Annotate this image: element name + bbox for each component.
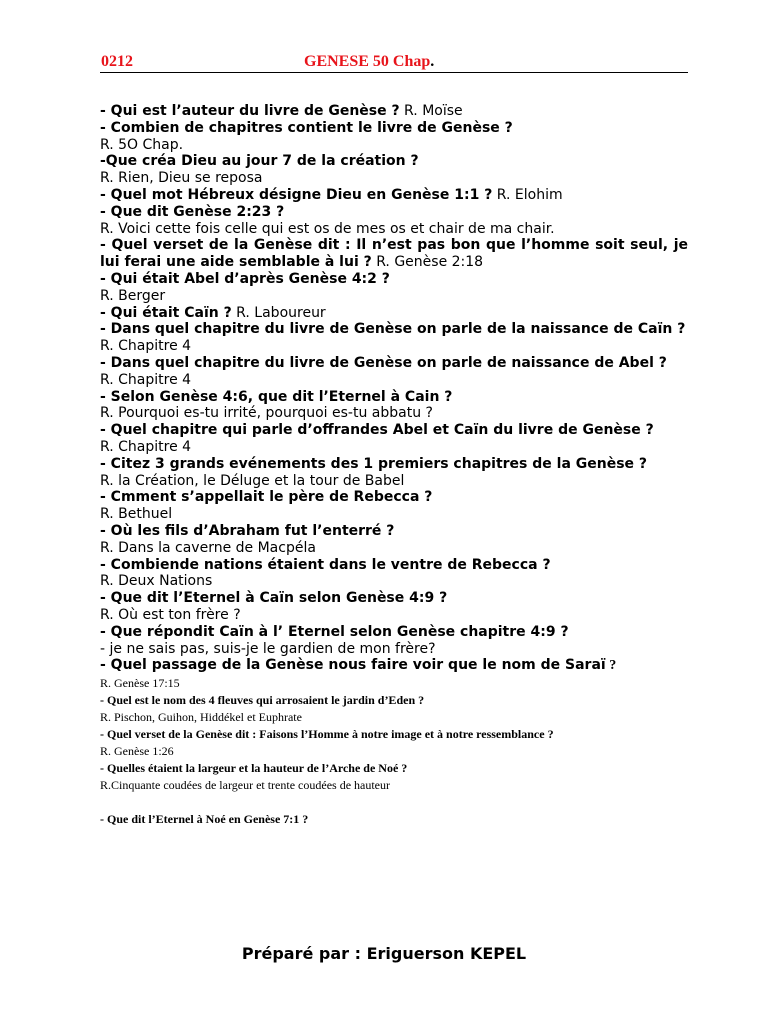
answer-inline: R. Moïse: [399, 103, 463, 119]
document-title: [304, 53, 434, 71]
question: - Quel verset de la Genèse dit : Il n’est pas bon que l’homme soit seul, je lui ferai une aide semblable à lui ? R. Genèse 2:18: [100, 237, 688, 271]
question: - Combiende nations étaient dans le ventre de Rebecca ?: [100, 556, 551, 573]
question: - Que dit l’Eternel à Caïn selon Genèse 4:9 ?: [100, 590, 448, 607]
answer-inline: R. Genèse 2:18: [371, 254, 484, 271]
question: - Cmment s’appellait le père de Rebecca ?: [100, 489, 433, 506]
answer: - je ne sais pas, suis-je le gardien de mon frère?: [100, 640, 436, 657]
question: - Quel mot Hébreux désigne Dieu en Genèse 1:1 ? R. Elohim: [100, 186, 563, 203]
question: - Citez 3 grands evénements des 1 premiers chapitres de la Genèse ?: [100, 455, 648, 472]
author-footer: Préparé par : Eriguerson KEPEL: [241, 944, 527, 963]
question: - Selon Genèse 4:6, que dit l’Eternel à Cain ?: [100, 388, 453, 405]
question: - Qui était Abel d’après Genèse 4:2 ?: [100, 270, 390, 287]
question: - Qui était Caïn ? R. Laboureur: [100, 304, 326, 321]
question: - Que dit l’Eternel à Noé en Genèse 7:1 ?: [100, 812, 309, 827]
answer: R. Chapitre 4: [100, 338, 192, 355]
answer: R. Dans la caverne de Macpéla: [100, 539, 316, 556]
qa-list: [100, 103, 688, 828]
answer: R. Pourquoi es-tu irrité, pourquoi es-tu abbatu ?: [100, 405, 433, 422]
answer: R. Rien, Dieu se reposa: [100, 170, 263, 187]
answer: R. la Création, le Déluge et la tour de Babel: [100, 472, 405, 489]
question: - Quelles étaient la largeur et la hauteur de l’Arche de Noé ?: [100, 761, 408, 776]
answer: R.Cinquante coudées de largeur et trente coudées de hauteur: [100, 778, 390, 793]
question: - Quel passage de la Genèse nous faire voir que le nom de Saraï ?: [100, 657, 617, 674]
question: -Que créa Dieu au jour 7 de la création ?: [100, 153, 419, 170]
question: - Que répondit Caïn à l’ Eternel selon Genèse chapitre 4:9 ?: [100, 623, 569, 640]
answer-inline: R. Laboureur: [231, 304, 326, 321]
answer: R. Genèse 17:15: [100, 676, 180, 691]
document-title-text: GENESE 50 Chap: [304, 53, 431, 70]
answer: R. 5O Chap.: [100, 136, 184, 153]
question-mark: ?: [605, 658, 617, 674]
question: - Que dit Genèse 2:23 ?: [100, 203, 285, 220]
page-header: [100, 53, 688, 71]
document-code: 0212: [101, 53, 133, 70]
question: - Qui est l’auteur du livre de Genèse ? R. Moïse: [100, 103, 463, 119]
answer: R. Où est ton frère ?: [100, 606, 241, 623]
question: - Quel est le nom des 4 fleuves qui arrosaient le jardin d’Eden ?: [100, 693, 425, 708]
answer: R. Pischon, Guihon, Hiddékel et Euphrate: [100, 710, 302, 725]
question: - Où les fils d’Abraham fut l’enterré ?: [100, 522, 395, 539]
answer: R. Voici cette fois celle qui est os de mes os et chair de ma chair.: [100, 220, 555, 237]
question: - Dans quel chapitre du livre de Genèse on parle de naissance de Abel ?: [100, 354, 667, 371]
answer: R. Genèse 1:26: [100, 744, 174, 759]
answer-inline: R. Elohim: [492, 186, 563, 203]
document-title-dot: .: [430, 53, 435, 70]
spacer: [100, 794, 688, 811]
answer: R. Chapitre 4: [100, 438, 192, 455]
answer: R. Chapitre 4: [100, 371, 192, 388]
answer: R. Bethuel: [100, 506, 173, 523]
question: - Quel verset de la Genèse dit : Faisons l’Homme à notre image et à notre ressemblance ?: [100, 727, 554, 742]
header-rule: [100, 72, 688, 73]
question: - Dans quel chapitre du livre de Genèse on parle de la naissance de Caïn ?: [100, 321, 686, 338]
answer: R. Deux Nations: [100, 573, 213, 590]
question: - Quel chapitre qui parle d’offrandes Abel et Caïn du livre de Genèse ?: [100, 422, 654, 439]
question: - Combien de chapitres contient le livre de Genèse ?: [100, 119, 513, 136]
answer: R. Berger: [100, 287, 166, 304]
